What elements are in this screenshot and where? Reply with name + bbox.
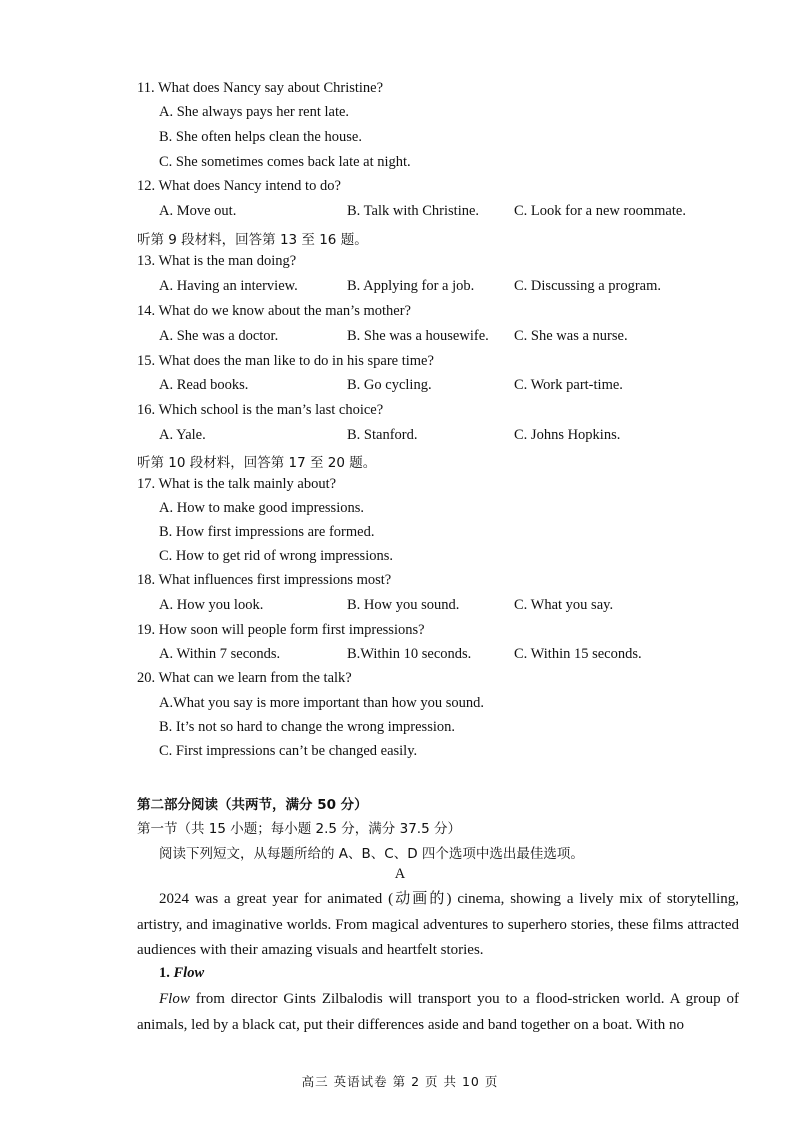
question-12-option-b: B. Talk with Christine. <box>347 203 480 219</box>
question-16-stem: 16. Which school is the man’s last choice? <box>137 402 384 418</box>
question-11-stem: 11. What does Nancy say about Christine? <box>137 80 384 96</box>
film-1-heading <box>159 965 204 982</box>
question-13-option-b: B. Applying for a job. <box>347 278 475 294</box>
question-16-option-a: A. Yale. <box>159 427 206 443</box>
question-14-option-b: B. She was a housewife. <box>347 328 489 344</box>
question-15-stem: 15. What does the man like to do in his spare time? <box>137 353 434 369</box>
question-12-stem: 12. What does Nancy intend to do? <box>137 178 341 194</box>
question-11-option-c: C. She sometimes comes back late at night. <box>159 154 411 170</box>
question-20-option-a: A.What you say is more important than how you sound. <box>159 695 484 711</box>
question-18-option-c: C. What you say. <box>514 597 614 613</box>
question-16-option-c: C. Johns Hopkins. <box>514 427 621 443</box>
film-1-title-inline: Flow <box>159 991 190 1007</box>
question-13-option-a: A. Having an interview. <box>159 278 298 294</box>
section-1-heading: 第一节（共 15 小题；每小题 2.5 分，满分 37.5 分） <box>137 821 461 837</box>
question-15-option-a: A. Read books. <box>159 377 249 393</box>
question-18-option-b: B. How you sound. <box>347 597 460 613</box>
question-11-option-b: B. She often helps clean the house. <box>159 129 362 145</box>
film-1-text: from director Gints Zilbalodis will transport you to a flood-stricken world. A group of animals, led by a black cat, put their differences aside and band together on a boat. With no <box>137 991 739 1033</box>
question-16-option-b: B. Stanford. <box>347 427 418 443</box>
film-1-title: Flow <box>173 965 205 981</box>
question-13-option-c: C. Discussing a program. <box>514 278 661 294</box>
question-11-option-a: A. She always pays her rent late. <box>159 104 350 120</box>
film-1-description <box>137 987 739 1038</box>
question-15-option-b: B. Go cycling. <box>347 377 432 393</box>
question-14-stem: 14. What do we know about the man’s mother? <box>137 303 411 319</box>
question-17-stem: 17. What is the talk mainly about? <box>137 476 337 492</box>
question-20-stem: 20. What can we learn from the talk? <box>137 670 352 686</box>
question-12-option-a: A. Move out. <box>159 203 237 219</box>
film-1-number: 1. <box>159 965 170 981</box>
question-19-stem: 19. How soon will people form first impressions? <box>137 622 425 638</box>
page-footer: 高三 英语试卷 第 2 页 共 10 页 <box>301 1074 499 1089</box>
question-13-stem: 13. What is the man doing? <box>137 253 297 269</box>
question-12-option-c: C. Look for a new roommate. <box>514 203 686 219</box>
question-20-option-b: B. It’s not so hard to change the wrong impression. <box>159 719 455 735</box>
question-18-option-a: A. How you look. <box>159 597 264 613</box>
question-19-option-a: A. Within 7 seconds. <box>159 646 281 662</box>
question-19-option-c: C. Within 15 seconds. <box>514 646 642 662</box>
question-14-option-a: A. She was a doctor. <box>159 328 279 344</box>
question-17-option-b: B. How first impressions are formed. <box>159 524 375 540</box>
question-20-option-c: C. First impressions can’t be changed easily. <box>159 743 418 759</box>
passage-intro: 2024 was a great year for animated (动画的) cinema, showing a lively mix of storytelling, artistry, and imaginative worlds. From magical adventures to superhero stories, these films attracted audiences with their amazing visuals and heartfelt stories. <box>137 891 739 958</box>
question-14-option-c: C. She was a nurse. <box>514 328 628 344</box>
question-17-option-a: A. How to make good impressions. <box>159 500 364 516</box>
question-19-option-b: B.Within 10 seconds. <box>347 646 472 662</box>
passage-10-heading: 听第 10 段材料，回答第 17 至 20 题。 <box>137 455 377 471</box>
passage-9-heading: 听第 9 段材料，回答第 13 至 16 题。 <box>137 232 368 248</box>
part-2-heading: 第二部分阅读（共两节，满分 50 分） <box>137 797 368 813</box>
reading-instruction: 阅读下列短文，从每题所给的 A、B、C、D 四个选项中选出最佳选项。 <box>159 846 584 862</box>
passage-letter: A <box>394 866 406 882</box>
question-15-option-c: C. Work part-time. <box>514 377 623 393</box>
question-17-option-c: C. How to get rid of wrong impressions. <box>159 548 393 564</box>
question-18-stem: 18. What influences first impressions most? <box>137 572 392 588</box>
